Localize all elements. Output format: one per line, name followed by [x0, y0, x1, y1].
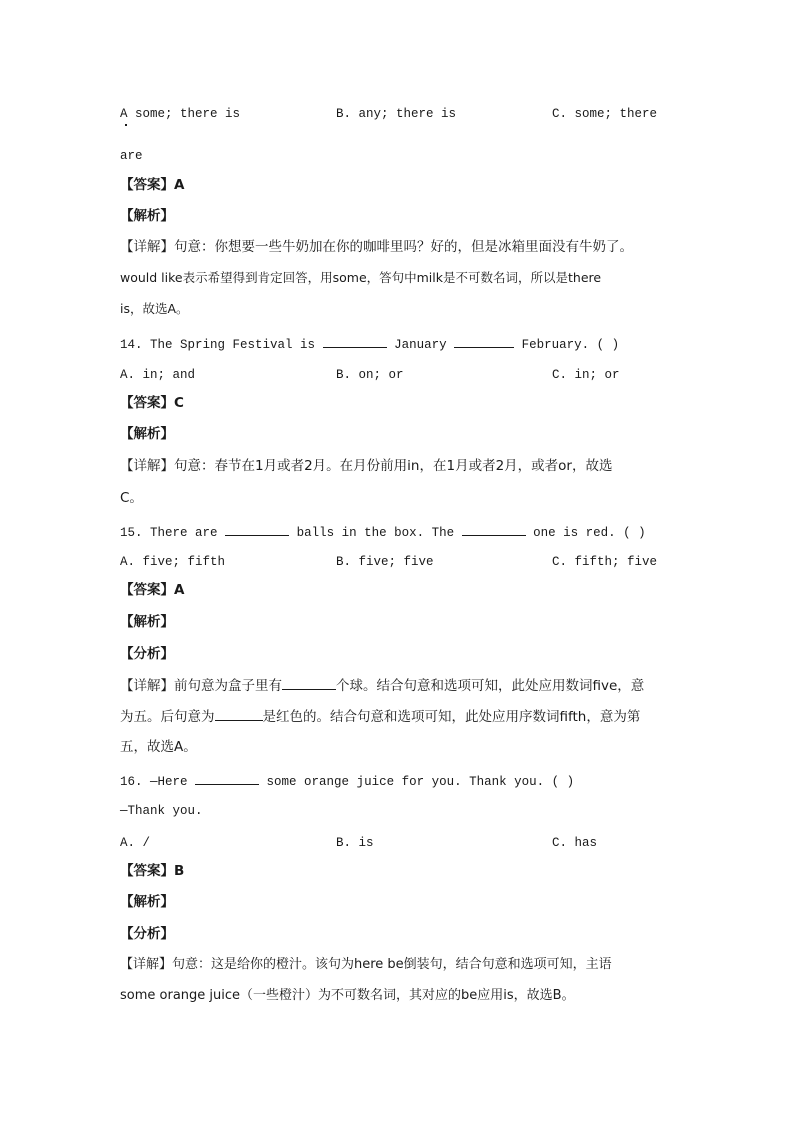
q16-answer: 【答案】B — [120, 863, 185, 879]
q14-answer: 【答案】C — [120, 395, 184, 411]
q15-detail-2a: 为五。后句意为 — [120, 709, 215, 725]
q15-detail-line-1 — [120, 677, 644, 694]
q14-analysis-label: 【解析】 — [120, 426, 174, 442]
q14-detail-line-2: C。 — [120, 490, 143, 506]
q15-answer: 【答案】A — [120, 582, 185, 598]
answer-blank — [195, 772, 259, 785]
q15-stem-part-a: 15. There are — [120, 526, 218, 540]
q16-fenxi-label: 【分析】 — [120, 926, 174, 942]
q15-option-c: C. fifth; five — [552, 555, 658, 569]
q15-stem-part-c: one is red. ( ) — [533, 526, 646, 540]
q14-option-c: C. in; or — [552, 368, 620, 382]
q14-option-b: B. on; or — [336, 368, 404, 382]
q13-option-a: A some; there is — [120, 107, 241, 121]
q15-analysis-label: 【解析】 — [120, 614, 174, 630]
q16-stem — [120, 772, 574, 790]
q13-analysis-label: 【解析】 — [120, 208, 174, 224]
q14-detail-line-1: 【详解】句意：春节在1月或者2月。在月份前用in，在1月或者2月，或者or，故选 — [120, 458, 613, 474]
q15-option-a: A. five; fifth — [120, 555, 226, 569]
q16-stem-line-2: —Thank you. — [120, 804, 203, 818]
q13-option-c: C. some; there — [552, 107, 658, 121]
q14-stem-part-a: 14. The Spring Festival is — [120, 338, 316, 352]
q13-option-c-continued: are — [120, 149, 143, 163]
q15-detail-line-3: 五，故选A。 — [120, 739, 197, 755]
q16-stem-part-a: 16. —Here — [120, 775, 188, 789]
q16-stem-part-b: some orange juice for you. Thank you. ( ) — [266, 775, 575, 789]
q13-detail-line-1: 【详解】句意：你想要一些牛奶加在你的咖啡里吗？好的，但是冰箱里面没有牛奶了。 — [120, 239, 633, 255]
q15-stem-part-b: balls in the box. The — [296, 526, 455, 540]
q16-option-b: B. is — [336, 836, 374, 850]
q13-detail-line-3: is，故选A。 — [120, 301, 189, 316]
answer-blank — [462, 523, 526, 536]
q15-detail-line-2 — [120, 708, 640, 725]
q16-option-a: A. / — [120, 836, 151, 850]
q15-stem — [120, 523, 646, 541]
q16-detail-line-2: some orange juice（一些橙汁）为不可数名词，其对应的be应用is，故选B。 — [120, 988, 575, 1003]
q15-detail-1b: 个球。结合句意和选项可知，此处应用数词five，意 — [336, 678, 645, 694]
q13-option-b: B. any; there is — [336, 107, 457, 121]
dot-mark — [125, 124, 127, 126]
q14-stem-part-c: February. ( ) — [521, 338, 620, 352]
q16-detail-line-1: 【详解】句意：这是给你的橙汁。该句为here be倒装句，结合句意和选项可知，主语 — [120, 957, 612, 972]
q14-stem-part-b: January — [394, 338, 447, 352]
q16-analysis-label: 【解析】 — [120, 894, 174, 910]
q15-detail-1a: 【详解】前句意为盒子里有 — [120, 678, 282, 694]
answer-blank — [454, 335, 514, 348]
q16-option-c: C. has — [552, 836, 598, 850]
q13-answer: 【答案】A — [120, 177, 185, 193]
q14-option-a: A. in; and — [120, 368, 196, 382]
answer-blank — [215, 708, 263, 721]
q15-option-b: B. five; five — [336, 555, 434, 569]
answer-blank — [323, 335, 387, 348]
q14-stem — [120, 335, 619, 353]
q13-detail-line-2: would like表示希望得到肯定回答，用some，答句中milk是不可数名词，所以是there — [120, 270, 602, 285]
q15-detail-2b: 是红色的。结合句意和选项可知，此处应用序数词fifth，意为第 — [262, 709, 641, 725]
answer-blank — [225, 523, 289, 536]
q15-fenxi-label: 【分析】 — [120, 646, 174, 662]
answer-blank — [282, 677, 336, 690]
